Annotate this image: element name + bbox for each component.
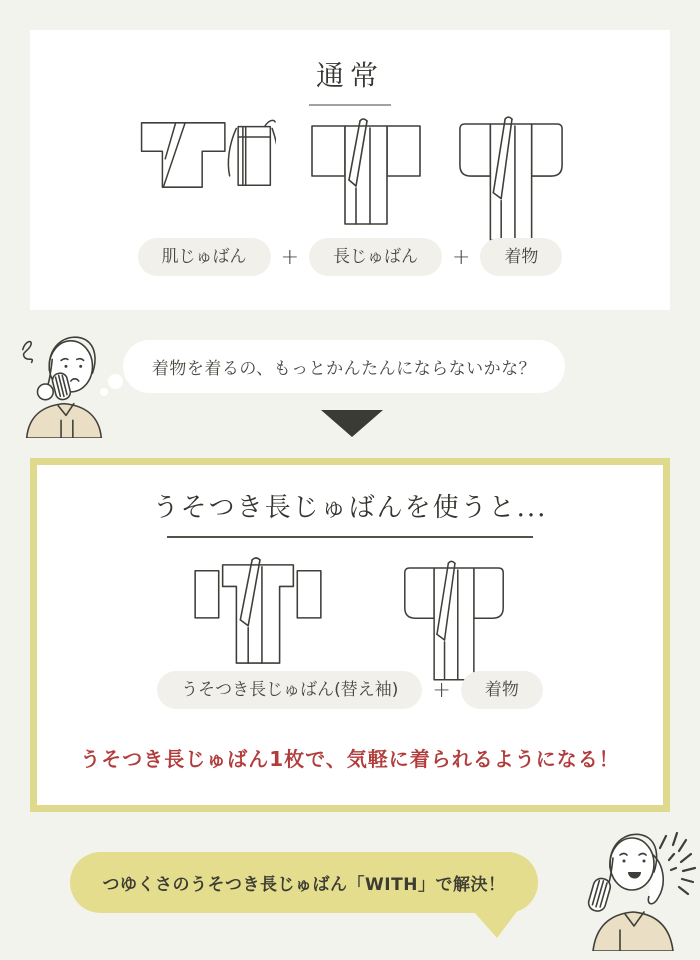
item-label-pill-hadajuban: 肌じゅばん — [138, 238, 271, 276]
kimono-illustration — [456, 116, 566, 244]
plus-icon: + — [280, 244, 299, 270]
normal-title-underline — [309, 104, 391, 106]
usotsuki-illustration-row — [37, 557, 663, 687]
kimono-illustration — [401, 557, 507, 687]
normal-label-row — [30, 238, 670, 276]
question-bubble — [123, 340, 565, 393]
hadajuban-illustration — [134, 116, 276, 194]
item-label-pill-kimono: 着物 — [461, 671, 543, 709]
thought-dot — [108, 374, 123, 389]
item-label-pill-nagajuban: 長じゅばん — [309, 238, 442, 276]
happy-woman-illustration — [548, 826, 698, 951]
down-arrow-icon — [321, 410, 383, 437]
question-zone — [0, 310, 700, 458]
sparkle-lines-icon — [660, 833, 695, 894]
normal-title: 通常 — [315, 59, 384, 92]
item-label-pill-usotsuki: うそつき長じゅばん(替え袖) — [157, 671, 422, 709]
usotsuki-title-underline — [167, 536, 533, 538]
nagajuban-illustration — [310, 116, 422, 228]
question-bubble-text: 着物を着るの、もっとかんたんにならないかな？ — [151, 359, 537, 379]
plus-icon: + — [432, 677, 451, 703]
item-label-pill-kimono: 着物 — [480, 238, 562, 276]
usotsuki-nagajuban-illustration — [193, 557, 323, 667]
highlight-text: うそつき長じゅばん1枚で、気軽に着られるようになる！ — [80, 747, 620, 771]
solution-zone — [0, 812, 700, 960]
worried-woman-illustration — [14, 330, 114, 438]
usotsuki-label-row — [37, 671, 663, 709]
solution-bubble-tail — [455, 898, 535, 943]
thought-dot — [100, 388, 108, 396]
usotsuki-card — [30, 458, 670, 812]
plus-icon: + — [452, 244, 471, 270]
normal-card — [30, 30, 670, 310]
normal-illustration-row — [30, 116, 670, 244]
solution-bubble-text: つゆくさのうそつき長じゅばん「WITH」で解決！ — [102, 875, 506, 895]
usotsuki-title: うそつき長じゅばんを使うと... — [152, 493, 548, 523]
